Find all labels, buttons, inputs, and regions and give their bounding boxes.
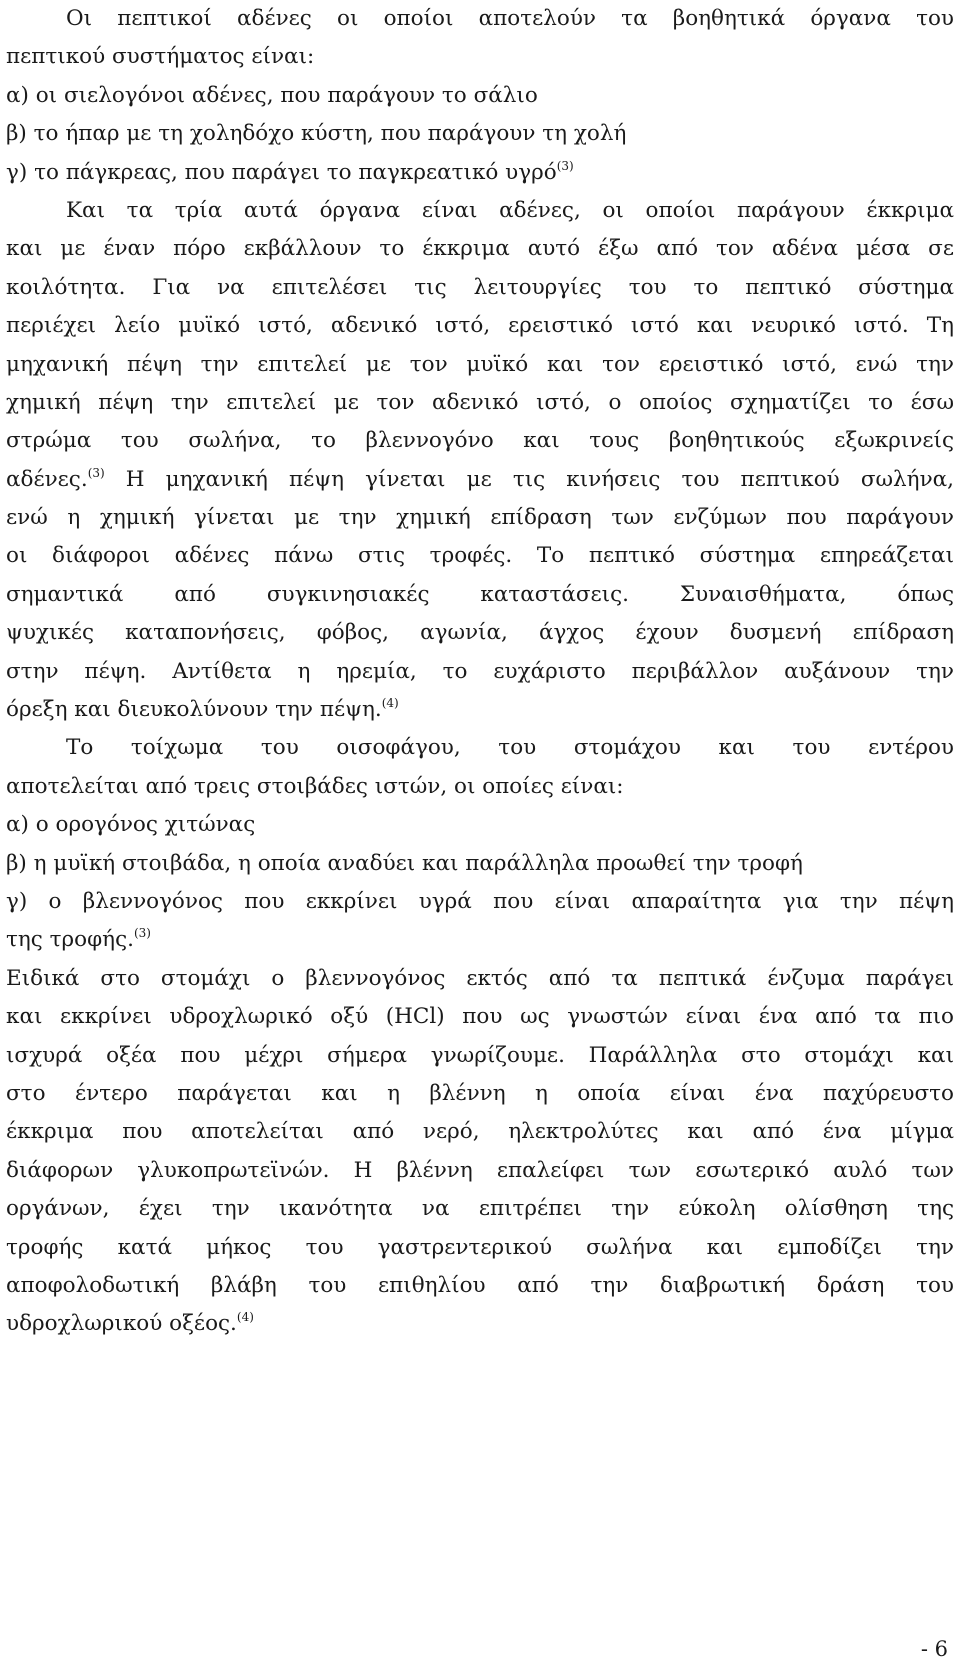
text-line: Ειδικά στο στομάχι ο βλεννογόνος εκτός από τα πεπτικά ένζυμα παράγει bbox=[6, 965, 954, 991]
text-line: περιέχει λείο μυϊκό ιστό, αδενικό ιστό, ερειστικό ιστό και νευρικό ιστό. Τη bbox=[6, 313, 954, 339]
text-line: διάφορων γλυκοπρωτεϊνών. Η βλέννη επαλείφει των εσωτερικό αυλό των bbox=[6, 1157, 954, 1183]
citation-ref: (3) bbox=[87, 465, 105, 480]
text-line: και εκκρίνει υδροχλωρικό οξύ (HCl) που ως γνωστών είναι ένα από τα πιο bbox=[6, 1004, 954, 1030]
text-line: στο έντερο παράγεται και η βλέννη η οποία είναι ένα παχύρευστο bbox=[6, 1080, 954, 1106]
page-number: - 6 bbox=[920, 1637, 948, 1661]
list-item: β) η μυϊκή στοιβάδα, η οποία αναδύει και παράλληλα προωθεί την τροφή bbox=[6, 850, 803, 876]
text-line: στην πέψη. Αντίθετα η ηρεμία, το ευχάριστο περιβάλλον αυξάνουν την bbox=[6, 658, 954, 684]
list-item: α) οι σιελογόνοι αδένες, που παράγουν το σάλιο bbox=[6, 82, 538, 108]
text-line: Οι πεπτικοί αδένες οι οποίοι αποτελούν τα βοηθητικά όργανα του bbox=[66, 6, 954, 31]
list-item: γ) ο βλεννογόνος που εκκρίνει υγρά που είναι απαραίτητα για την πέψη bbox=[6, 888, 954, 914]
citation-ref: (4) bbox=[381, 696, 399, 711]
list-item bbox=[6, 921, 954, 959]
text-line: Το τοίχωμα του οισοφάγου, του στομάχου και του εντέρου bbox=[66, 735, 954, 761]
text-line: Και τα τρία αυτά όργανα είναι αδένες, οι οποίοι παράγουν έκκριμα bbox=[66, 197, 954, 223]
text-line: και με έναν πόρο εκβάλλουν το έκκριμα αυτό έξω από τον αδένα μέσα σε bbox=[6, 236, 954, 262]
text-line: κοιλότητα. Για να επιτελέσει τις λειτουργίες του το πεπτικό σύστημα bbox=[6, 274, 954, 300]
text-line: τροφής κατά μήκος του γαστρεντερικού σωλήνα και εμποδίζει την bbox=[6, 1234, 954, 1260]
text-line: οργάνων, έχει την ικανότητα να επιτρέπει την εύκολη ολίσθηση της bbox=[6, 1196, 954, 1222]
text-line bbox=[6, 1305, 954, 1343]
text-line: αποφολοδωτική βλάβη του επιθηλίου από την διαβρωτική δράση του bbox=[6, 1272, 954, 1298]
list-item: β) το ήπαρ με τη χοληδόχο κύστη, που παράγουν τη χολή bbox=[6, 121, 627, 147]
list-item: α) ο ορογόνος χιτώνας bbox=[6, 812, 256, 838]
text-line: ψυχικές καταπονήσεις, φόβος, αγωνία, άγχος έχουν δυσμενή επίδραση bbox=[6, 620, 954, 646]
text-line: ενώ η χημική γίνεται με την χημική επίδραση των ενζύμων που παράγουν bbox=[6, 505, 954, 531]
text-line: ισχυρά οξέα που μέχρι σήμερα γνωρίζουμε. Παράλληλα στο στομάχι και bbox=[6, 1042, 954, 1068]
document-body bbox=[6, 0, 954, 1344]
text-line: στρώμα του σωλήνα, το βλεννογόνο και τους βοηθητικούς εξωκρινείς bbox=[6, 428, 954, 454]
text-fragment: αδένες. bbox=[6, 466, 88, 492]
list-item-text: γ) το πάγκρεας, που παράγει το παγκρεατικό υγρό bbox=[6, 159, 557, 185]
text-line: σημαντικά από συγκινησιακές καταστάσεις. Συναισθήματα, όπως bbox=[6, 581, 954, 607]
text-line: πεπτικού συστήματος είναι: bbox=[6, 44, 315, 70]
citation-ref: (3) bbox=[556, 158, 574, 173]
citation-ref: (3) bbox=[133, 926, 151, 941]
text-line: μηχανική πέψη την επιτελεί με τον μυϊκό και τον ερειστικό ιστό, ενώ την bbox=[6, 351, 954, 377]
list-item-text: της τροφής. bbox=[6, 927, 134, 953]
text-fragment: υδροχλωρικού οξέος. bbox=[6, 1311, 237, 1337]
text-line: οι διάφοροι αδένες πάνω στις τροφές. Το πεπτικό σύστημα επηρεάζεται bbox=[6, 543, 954, 569]
text-fragment: Η μηχανική πέψη γίνεται με τις κινήσεις του πεπτικού σωλήνα, bbox=[104, 466, 954, 492]
citation-ref: (4) bbox=[236, 1310, 254, 1325]
text-line: αποτελείται από τρεις στοιβάδες ιστών, οι οποίες είναι: bbox=[6, 773, 624, 799]
text-line bbox=[6, 461, 954, 499]
text-line: έκκριμα που αποτελείται από νερό, ηλεκτρολύτες και από ένα μίγμα bbox=[6, 1119, 954, 1145]
list-item bbox=[6, 154, 954, 192]
text-line: χημική πέψη την επιτελεί με τον αδενικό ιστό, ο οποίος σχηματίζει το έσω bbox=[6, 389, 954, 415]
text-fragment: όρεξη και διευκολύνουν την πέψη. bbox=[6, 697, 382, 723]
text-line bbox=[6, 691, 954, 729]
